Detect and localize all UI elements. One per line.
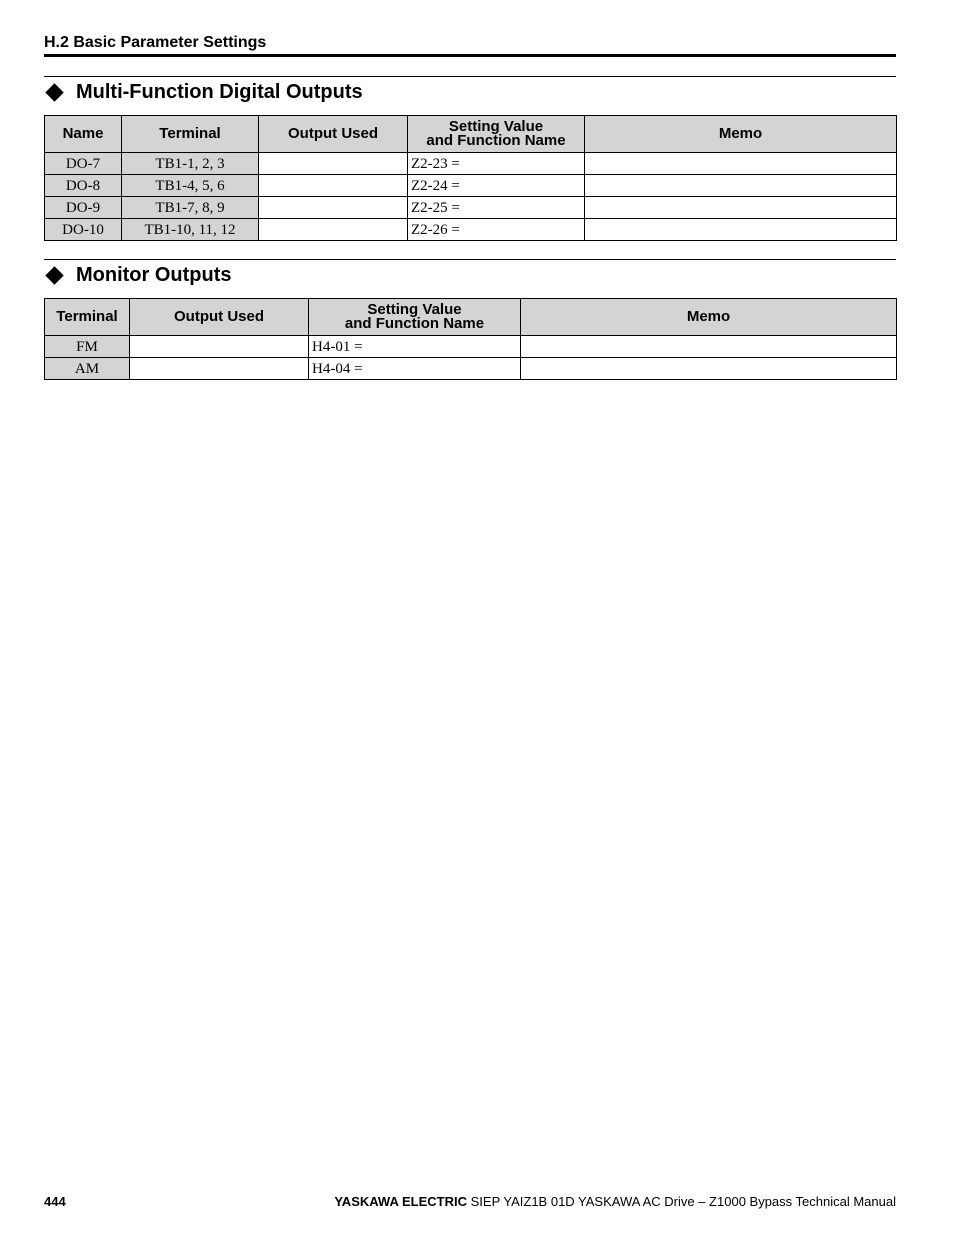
cell-output-used [259,175,408,197]
cell-memo [585,219,897,241]
header-name: Name [45,116,122,153]
cell-memo [521,336,897,358]
digital-outputs-title: Multi-Function Digital Outputs [76,81,363,103]
table-row [45,219,897,241]
page-number: 444 [44,1194,66,1209]
cell-terminal: TB1-7, 8, 9 [122,197,259,219]
cell-setting: Z2-25 = [408,197,585,219]
cell-output-used [130,336,309,358]
header-terminal: Terminal [45,299,130,336]
diamond-bullet-icon [45,83,63,101]
table-header-row [45,116,897,153]
digital-outputs-section [44,76,896,238]
digital-outputs-heading [44,77,896,104]
cell-memo [521,358,897,380]
header-memo: Memo [521,299,897,336]
table-row [45,197,897,219]
header-setting-line2: and Function Name [344,315,485,332]
cell-name: DO-9 [45,197,122,219]
monitor-outputs-title: Monitor Outputs [76,264,232,286]
monitor-outputs-table [44,298,897,380]
cell-name: DO-10 [45,219,122,241]
cell-setting: Z2-26 = [408,219,585,241]
table-header-row [45,299,897,336]
cell-terminal: TB1-1, 2, 3 [122,153,259,175]
cell-terminal: FM [45,336,130,358]
running-head: H.2 Basic Parameter Settings [44,34,896,57]
header-memo: Memo [585,116,897,153]
manual-reference [334,1194,896,1210]
header-setting-value [309,299,521,336]
digital-outputs-table [44,115,897,241]
header-output-used: Output Used [130,299,309,336]
cell-memo [585,153,897,175]
cell-output-used [130,358,309,380]
cell-terminal: TB1-10, 11, 12 [122,219,259,241]
monitor-outputs-heading [44,260,896,287]
header-setting-line1: Setting Value [448,118,544,135]
cell-setting: H4-04 = [309,358,521,380]
diamond-bullet-icon [45,266,63,284]
cell-output-used [259,197,408,219]
table-row [45,175,897,197]
cell-output-used [259,219,408,241]
cell-memo [585,197,897,219]
cell-setting: Z2-23 = [408,153,585,175]
cell-setting: H4-01 = [309,336,521,358]
manual-title: SIEP YAIZ1B 01D YASKAWA AC Drive – Z1000 Bypass Technical Manual [470,1194,896,1209]
table-row [45,358,897,380]
header-setting-line1: Setting Value [367,301,462,318]
header-setting-value [408,116,585,153]
cell-terminal: AM [45,358,130,380]
publisher-name: YASKAWA ELECTRIC [334,1194,467,1209]
header-terminal: Terminal [122,116,259,153]
header-output-used: Output Used [259,116,408,153]
cell-setting: Z2-24 = [408,175,585,197]
cell-name: DO-7 [45,153,122,175]
table-row [45,336,897,358]
header-setting-line2: and Function Name [426,132,566,149]
cell-output-used [259,153,408,175]
cell-name: DO-8 [45,175,122,197]
cell-terminal: TB1-4, 5, 6 [122,175,259,197]
monitor-outputs-section [44,259,896,377]
table-row [45,153,897,175]
cell-memo [585,175,897,197]
